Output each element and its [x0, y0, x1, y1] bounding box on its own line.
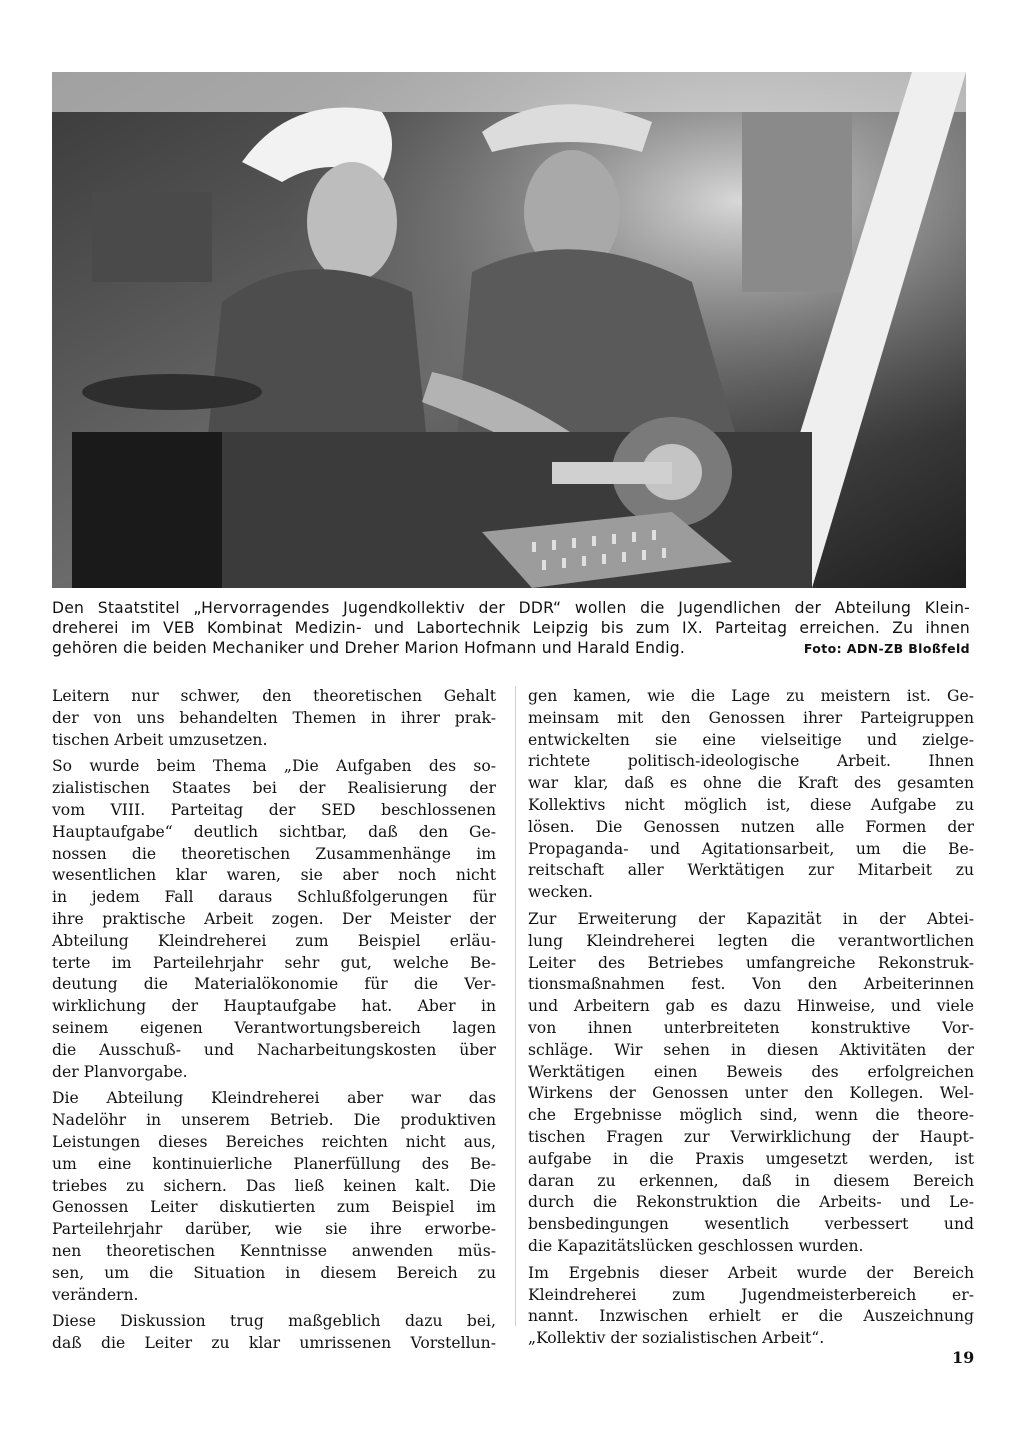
text-line: wirklichung der Hauptaufgabe hat. Aber in: [52, 997, 496, 1016]
text-line: verändern.: [52, 1285, 139, 1304]
text-line: war klar, daß es ohne die Kraft des gesamten: [528, 774, 974, 793]
paragraph: [528, 1263, 974, 1350]
text-line: deutung die Materialökonomie für die Ver-: [52, 975, 496, 994]
text-line: Nadelöhr in unserem Betrieb. Die produktiven: [52, 1111, 496, 1130]
text-line: reitschaft aller Werktätigen zur Mitarbeit zu: [528, 861, 974, 880]
text-line: sen, um die Situation in diesem Bereich zu: [52, 1263, 496, 1282]
text-line: triebes zu sichern. Das ließ keinen kalt. Die: [52, 1176, 496, 1195]
text-line: Kollektivs nicht möglich ist, diese Aufgabe zu: [528, 795, 974, 814]
text-line: ihre praktische Arbeit zogen. Der Meister der: [52, 909, 496, 928]
text-line: zialistischen Staates bei der Realisierung der: [52, 779, 496, 798]
text-line: tischen Arbeit umzusetzen.: [52, 730, 268, 749]
text-line: Werktätigen einen Beweis des erfolgreichen: [528, 1062, 974, 1081]
left-text-column: [52, 686, 496, 1360]
caption-line: dreherei im VEB Kombinat Medizin- und Labortechnik Leipzig bis zum IX. Parteitag erreichen. Zu ihnen: [52, 619, 970, 637]
text-line: vom VIII. Parteitag der SED beschlossenen: [52, 800, 496, 819]
text-line: lösen. Die Genossen nutzen alle Formen der: [528, 817, 974, 836]
caption-line-last: [52, 638, 970, 658]
text-line: meinsam mit den Genossen ihrer Parteigruppen: [528, 708, 974, 727]
photo-two-workers-at-lathe-icon: [52, 72, 966, 588]
text-line: Abteilung Kleindreherei zum Beispiel erläu-: [52, 931, 496, 950]
paragraph: [52, 686, 496, 751]
text-line: daß die Leiter zu klar umrissenen Vorstellun-: [52, 1334, 496, 1353]
text-line: So wurde beim Thema „Die Aufgaben des so-: [52, 757, 496, 776]
text-line: nannt. Inzwischen erhielt er die Auszeichnung: [528, 1307, 974, 1326]
caption-line-text: gehören die beiden Mechaniker und Dreher Marion Hofmann und Harald Endig.: [52, 639, 686, 657]
text-line: Leistungen dieses Bereiches reichten nicht aus,: [52, 1132, 496, 1151]
text-line: Hauptaufgabe“ deutlich sichtbar, daß den Ge-: [52, 822, 496, 841]
text-line: Genossen Leiter diskutierten zum Beispiel im: [52, 1198, 496, 1217]
text-line: nen theoretischen Kenntnisse anwenden müs-: [52, 1241, 496, 1260]
paragraph: [528, 686, 974, 904]
text-line: Diese Diskussion trug maßgeblich dazu bei,: [52, 1312, 496, 1331]
text-line: Die Abteilung Kleindreherei aber war das: [52, 1089, 496, 1108]
paragraph: [52, 1088, 496, 1306]
page-number: 19: [952, 1348, 975, 1367]
text-line: der Planvorgabe.: [52, 1062, 188, 1081]
text-line: che Ergebnisse möglich sind, wenn die theore-: [528, 1106, 974, 1125]
text-line: tischen Fragen zur Verwirklichung der Haupt-: [528, 1127, 974, 1146]
text-line: Leitern nur schwer, den theoretischen Gehalt: [52, 687, 496, 705]
text-line: seinem eigenen Verantwortungsbereich lagen: [52, 1018, 496, 1037]
text-line: der von uns behandelten Themen in ihrer prak-: [52, 708, 496, 727]
text-line: die Kapazitätslücken geschlossen wurden.: [528, 1236, 864, 1255]
text-line: schläge. Wir sehen in diesen Aktivitäten der: [528, 1040, 974, 1059]
column-divider: [515, 686, 516, 1326]
text-line: Leiter des Betriebes umfangreiche Rekonstruk-: [528, 953, 974, 972]
text-line: daran zu erkennen, daß in diesem Bereich: [528, 1171, 974, 1190]
right-text-column: [528, 686, 974, 1355]
text-line: wesentlichen klar waren, sie aber noch nicht: [52, 866, 496, 885]
text-line: lung Kleindreherei legten die verantwortlichen: [528, 931, 974, 950]
text-line: aufgabe in die Praxis umgesetzt werden, ist: [528, 1149, 974, 1168]
article-photo: [52, 72, 966, 588]
text-line: Zur Erweiterung der Kapazität in der Abtei-: [528, 909, 974, 928]
text-line: tionsmaßnahmen fest. Von den Arbeiterinnen: [528, 975, 974, 994]
text-line: von ihnen unterbreiteten konstruktive Vor-: [528, 1018, 974, 1037]
text-line: Propaganda- und Agitationsarbeit, um die Be-: [528, 839, 974, 858]
paragraph: [52, 1311, 496, 1355]
text-line: und Arbeitern gab es dazu Hinweise, und viele: [528, 997, 974, 1016]
text-line: entwickelten sie eine vielseitige und zielge-: [528, 730, 974, 749]
text-line: Wirkens der Genossen unter den Kollegen. Wel-: [528, 1084, 974, 1103]
paragraph: [52, 756, 496, 1083]
text-line: um eine kontinuierliche Planerfüllung des Be-: [52, 1154, 496, 1173]
text-line: durch die Rekonstruktion die Arbeits- und Le-: [528, 1193, 974, 1212]
text-line: nossen die theoretischen Zusammenhänge im: [52, 844, 496, 863]
photo-credit: Foto: ADN-ZB Bloßfeld: [803, 641, 970, 656]
caption-line: Den Staatstitel „Hervorragendes Jugendkollektiv der DDR“ wollen die Jugendlichen der Abteilung Klein-: [52, 599, 970, 617]
text-line: die Ausschuß- und Nacharbeitungskosten über: [52, 1040, 496, 1059]
text-line: gen kamen, wie die Lage zu meistern ist. Ge-: [528, 687, 974, 705]
paragraph: [528, 909, 974, 1258]
text-line: „Kollektiv der sozialistischen Arbeit“.: [528, 1329, 825, 1348]
text-line: bensbedingungen wesentlich verbessert und: [528, 1215, 974, 1234]
text-line: in jedem Fall daraus Schlußfolgerungen für: [52, 888, 496, 907]
text-line: terte im Parteilehrjahr sehr gut, welche Be-: [52, 953, 496, 972]
text-line: richtete politisch-ideologische Arbeit. Ihnen: [528, 752, 974, 771]
text-line: Im Ergebnis dieser Arbeit wurde der Bereich: [528, 1263, 974, 1282]
text-line: Kleindreherei zum Jugendmeisterbereich er-: [528, 1285, 974, 1304]
text-line: wecken.: [528, 883, 593, 902]
photo-caption: [52, 598, 970, 659]
text-line: Parteilehrjahr darüber, wie sie ihre erworbe-: [52, 1220, 496, 1239]
